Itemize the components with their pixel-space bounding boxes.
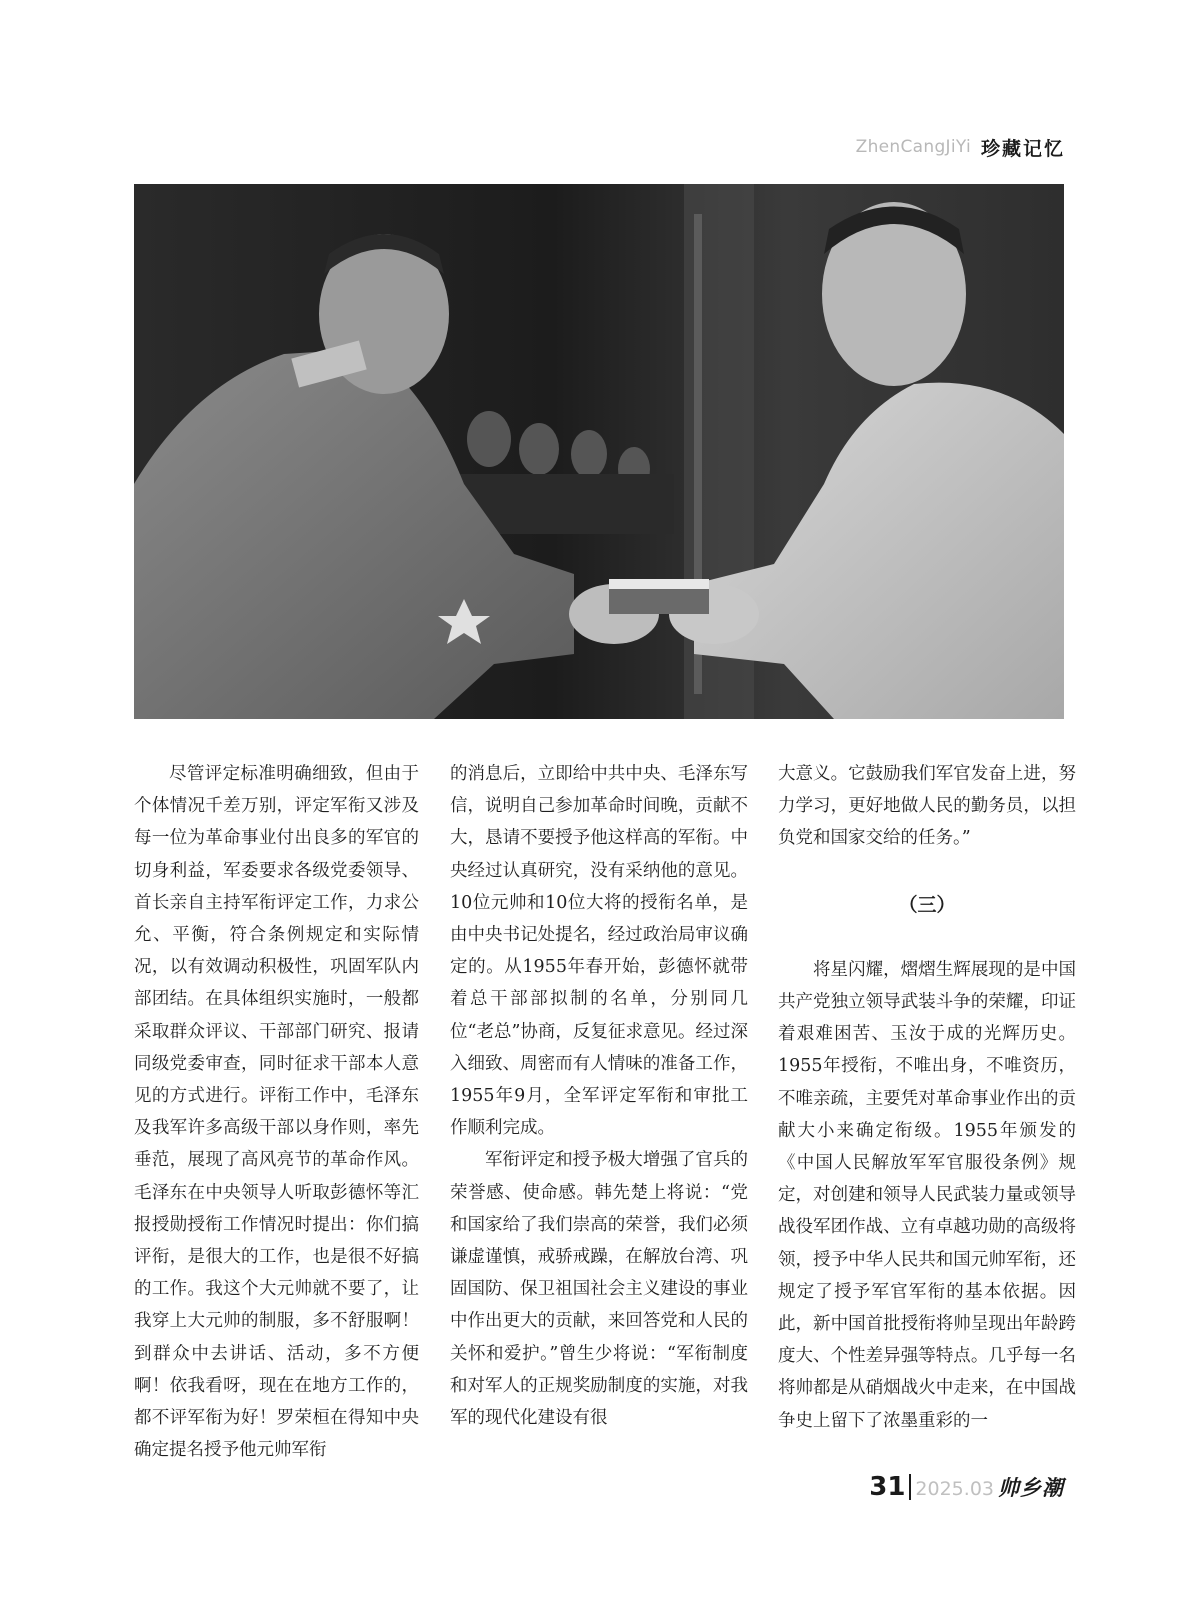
paragraph: 军衔评定和授予极大增强了官兵的荣誉感、使命感。韩先楚上将说：“党和国家给了我们崇高的荣誉，我们必须谦虚谨慎，戒骄戒躁，在解放台湾、巩固国防、保卫祖国社会主义建设的事业中作出更大的贡献，来回答党和人民的关怀和爱护。”曾生少将说：“军衔制度和对军人的正规奖励制度的实施，对我军的现代化建设有很 <box>450 1150 748 1429</box>
section-name-en: ZhenCangJiYi <box>855 137 971 157</box>
paragraph-continued: 大意义。它鼓励我们军官发奋上进，努力学习，更好地做人民的勤务员，以担负党和国家交给的任务。” <box>778 764 1076 849</box>
text-column-2 <box>450 758 748 1434</box>
paragraph: 尽管评定标准明确细致，但由于个体情况千差万别，评定军衔又涉及每一位为革命事业付出良多的军官的切身利益，军委要求各级党委领导、首长亲自主持军衔评定工作，力求公允、平衡，符合条例规定和实际情况，以有效调动积极性，巩固军队内部团结。在具体组织实施时，一般都采取群众评议、干部部门研究、报请同级党委审查，同时征求干部本人意见的方式进行。评衔工作中，毛泽东及我军许多高级干部以身作则，率先垂范，展现了高风亮节的革命作风。毛泽东在中央领导人听取彭德怀等汇报授勋授衔工作情况时提出：你们搞评衔，是很大的工作，也是很不好搞的工作。我这个大元帅就不要了，让我穿上大元帅的制服，多不舒服啊！到群众中去讲话、活动，多不方便啊！依我看呀，现在在地方工作的，都不评军衔为好！罗荣桓在得知中央确定提名授予他元帅军衔 <box>134 764 419 1461</box>
page-footer <box>869 1474 1064 1500</box>
section-title: （三） <box>898 893 956 916</box>
paragraph-continued: 的消息后，立即给中共中央、毛泽东写信，说明自己参加革命时间晚，贡献不大，恳请不要授予他这样高的军衔。中央经过认真研究，没有采纳他的意见。10位元帅和10位大将的授衔名单，是由中央书记处提名，经过政治局审议确定的。从1955年春开始，彭德怀就带着总干部部拟制的名单，分别同几位“老总”协商，反复征求意见。经过深入细致、周密而有人情味的准备工作，1955年9月，全军评定军衔和审批工作顺利完成。 <box>450 764 748 1139</box>
page-header <box>856 133 1065 161</box>
issue-date: 2025.03 <box>915 1478 994 1500</box>
page-number: 31 <box>869 1474 911 1500</box>
text-column-1 <box>134 758 419 1466</box>
magazine-name: 帅乡潮 <box>998 1476 1064 1500</box>
historical-photo-icon <box>134 184 1064 719</box>
text-column-3 <box>778 758 1076 1437</box>
section-name-cn: 珍藏记忆 <box>980 137 1065 160</box>
historical-photo <box>134 184 1064 719</box>
paragraph: 将星闪耀，熠熠生辉展现的是中国共产党独立领导武装斗争的荣耀，印证着艰难困苦、玉汝于成的光辉历史。1955年授衔，不唯出身，不唯资历，不唯亲疏，主要凭对革命事业作出的贡献大小来确定衔级。1955年颁发的《中国人民解放军军官服役条例》规定，对创建和领导人民武装力量或领导战役军团作战、立有卓越功勋的高级将领，授予中华人民共和国元帅军衔，还规定了授予军官军衔的基本依据。因此，新中国首批授衔将帅呈现出年龄跨度大、个性差异强等特点。几乎每一名将帅都是从硝烟战火中走来，在中国战争史上留下了浓墨重彩的一 <box>778 959 1076 1431</box>
